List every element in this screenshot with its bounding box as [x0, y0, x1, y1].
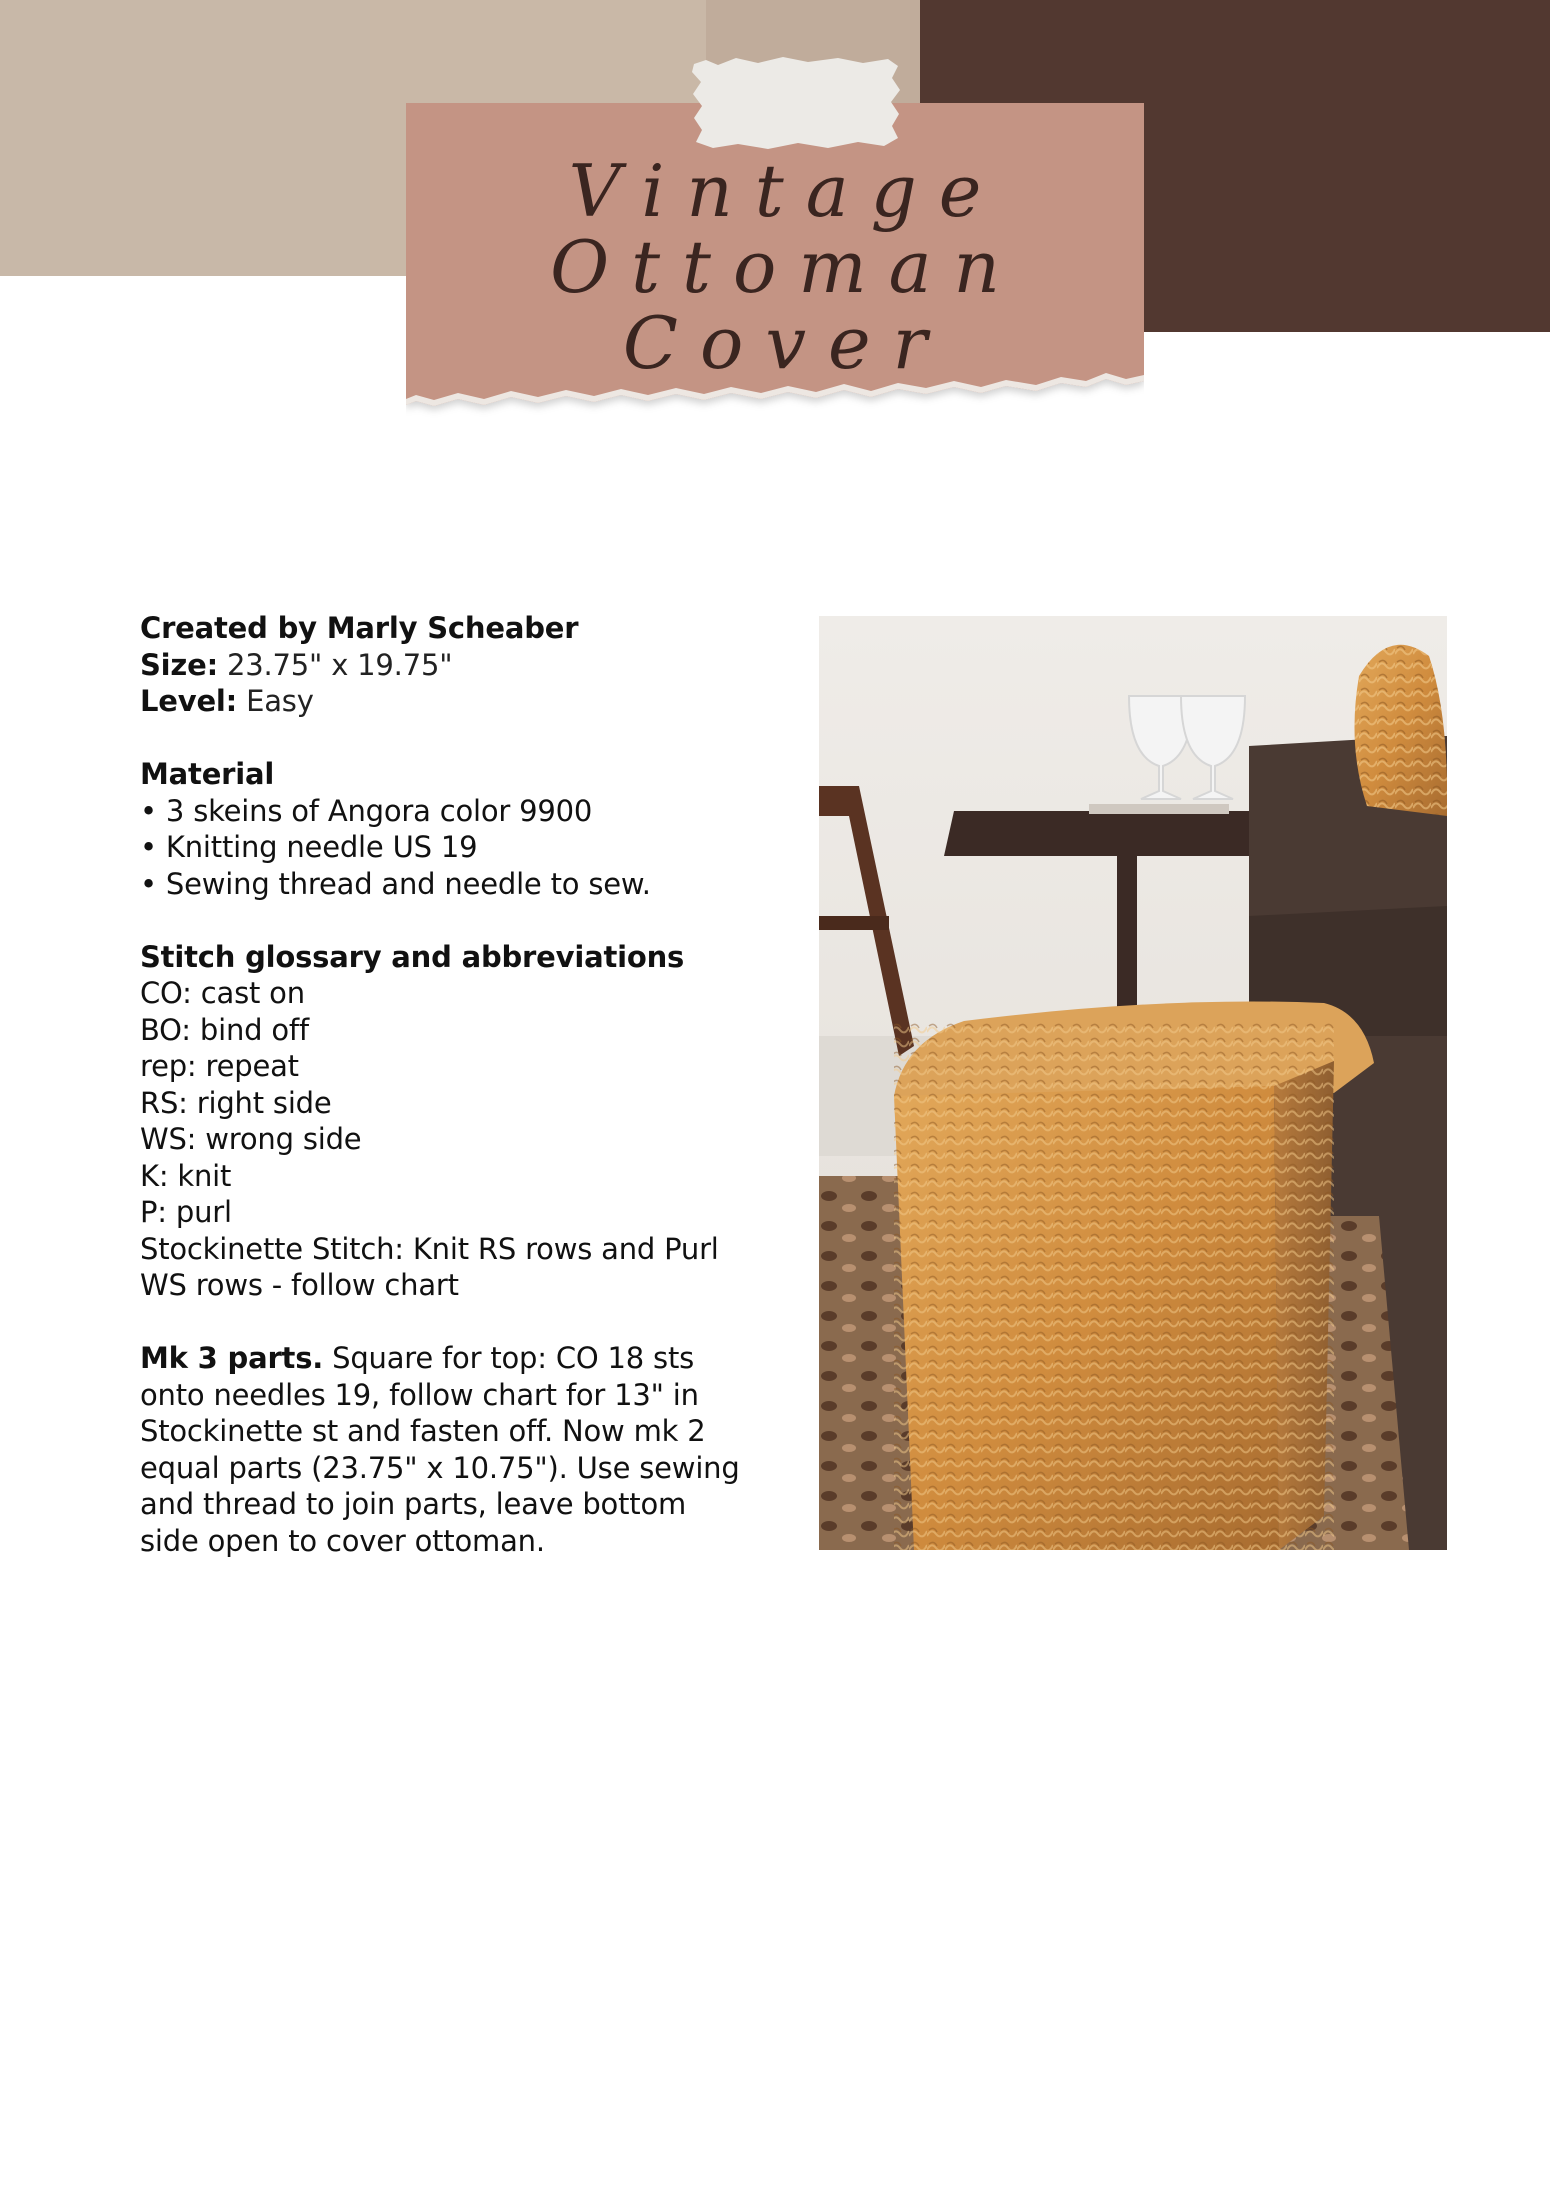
size-label: Size:: [140, 647, 218, 682]
color-swatch-1: [0, 0, 370, 276]
level-value: Easy: [246, 684, 314, 718]
size-line: [140, 647, 740, 684]
instructions-line: and thread to join parts, leave bottom: [140, 1487, 687, 1521]
glossary-item: RS: right side: [140, 1085, 332, 1120]
instructions-text: Square for top: CO 18 sts: [323, 1341, 695, 1375]
material-item: • Sewing thread and needle to sew.: [140, 866, 651, 901]
title-line-1: Vintage: [568, 149, 1004, 233]
instructions-line: onto needles 19, follow chart for 13" in: [140, 1377, 699, 1412]
glossary-item: CO: cast on: [140, 976, 305, 1010]
instructions-line: Stockinette st and fasten off. Now mk 2: [140, 1414, 706, 1448]
instructions-line: [140, 1340, 740, 1377]
ottoman-illustration: [819, 616, 1447, 1550]
instructions-line: equal parts (23.75" x 10.75"). Use sewing: [140, 1450, 740, 1485]
glossary-item: WS rows - follow chart: [140, 1268, 459, 1302]
credits-author: Created by Marly Scheaber: [140, 611, 579, 645]
level-label: Level:: [140, 684, 238, 718]
title-line-3: Cover: [622, 301, 950, 385]
glossary-item: rep: repeat: [140, 1049, 299, 1083]
title-line-2: Ottoman: [550, 225, 1022, 309]
glossary-item: Stockinette Stitch: Knit RS rows and Purl: [140, 1231, 719, 1266]
material-item: • 3 skeins of Angora color 9900: [140, 793, 593, 828]
page-title: [406, 149, 1144, 385]
glossary-heading: Stitch glossary and abbreviations: [140, 939, 685, 974]
glossary-item: K: knit: [140, 1158, 232, 1193]
instructions-line: side open to cover ottoman.: [140, 1523, 545, 1558]
level-line: [140, 683, 740, 720]
glossary-item: BO: bind off: [140, 1012, 309, 1047]
instructions-lead: Mk 3 parts.: [140, 1341, 324, 1375]
ottoman-photo: [819, 616, 1447, 1550]
glossary-item: P: purl: [140, 1195, 232, 1229]
tape-strip: [688, 56, 902, 150]
glossary-item: WS: wrong side: [140, 1122, 362, 1156]
size-value: 23.75" x 19.75": [227, 647, 453, 682]
material-item: • Knitting needle US 19: [140, 830, 478, 864]
pattern-details: [140, 610, 740, 1559]
material-heading: Material: [140, 757, 275, 791]
